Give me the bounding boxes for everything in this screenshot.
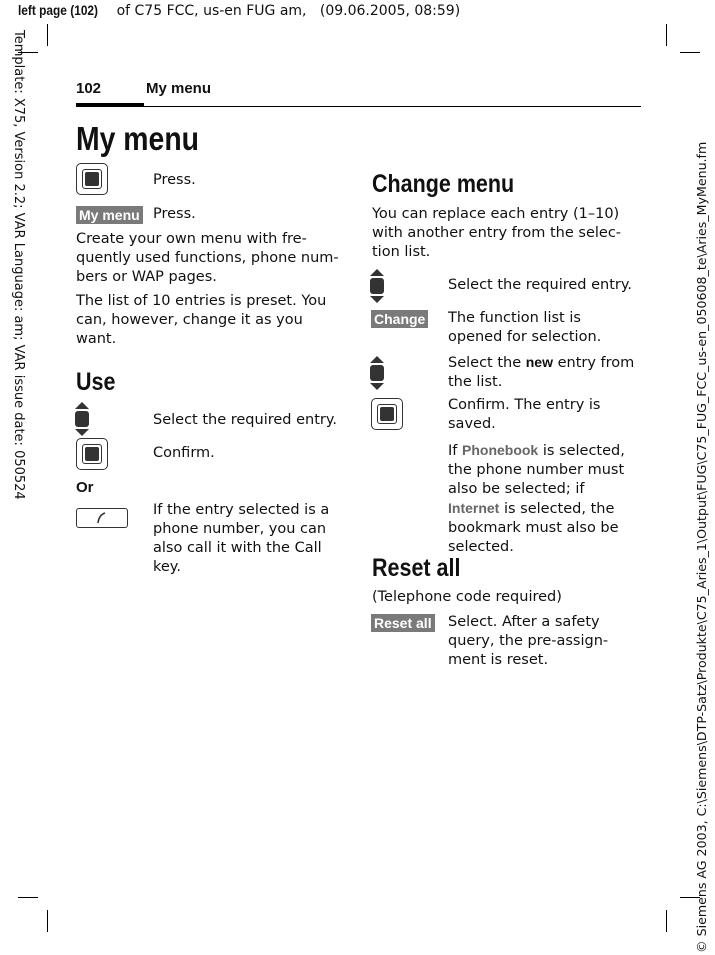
softkey-label: My menu [76,206,143,224]
intro-paragraph: Create your own menu with fre-quently used functions, phone num-bers or WAP pages. [76,231,339,285]
phonebook-label: Phonebook [462,442,539,458]
crop-mark [47,24,48,46]
selection-note [448,441,640,557]
crop-mark [666,910,667,932]
header-rule-thick [76,103,144,107]
change-menu-heading: Change menu [372,170,515,198]
step-text: Select. After a safety query, the pre-assign-ment is reset. [448,614,609,668]
nav-key-icon [76,163,108,195]
print-page-ref: left page (102) [18,2,99,18]
step-text: The function list is opened for selection. [448,310,602,345]
call-key-icon [76,508,128,528]
step-text [448,353,638,392]
nav-key-icon [76,438,108,470]
up-down-key-icon [369,356,385,390]
preset-paragraph: The list of 10 entries is preset. You can, however, change it as you want. [76,293,327,347]
change-paragraph: You can replace each entry (1–10) with another entry from the selec-tion list. [372,206,622,260]
handset-icon [77,509,127,527]
template-info-text: Template: X75, Version 2.2; VAR Language: am; VAR issue date: 050524 [11,30,26,500]
print-info-rest: of C75 FCC, us-en FUG am, (09.06.2005, 08:59) [112,3,461,19]
print-info-line [18,2,460,19]
softkey-change [371,309,428,328]
up-down-key-icon [74,402,90,436]
note-part: If [448,443,462,459]
use-heading: Use [76,368,116,396]
step-text: Confirm. The entry is saved. [448,397,601,432]
step-text: Select the required entry. [448,277,632,293]
note-part: is selected, the bookmark must also be selected. [448,501,619,555]
page-number: 102 [76,80,102,97]
crop-mark [680,52,700,53]
internet-label: Internet [448,500,500,516]
or-label: Or [76,479,94,496]
reset-paragraph: (Telephone code required) [372,589,562,605]
call-paragraph: If the entry selected is a phone number, you can also call it with the Call key. [153,502,330,575]
step-text: Press. [153,172,196,188]
crop-mark [47,910,48,932]
step-text: Confirm. [153,445,215,461]
crop-mark [666,24,667,46]
page-title: My menu [76,120,200,157]
softkey-label: Change [371,310,428,328]
header-rule [144,106,641,107]
up-down-key-icon [369,269,385,303]
note-part: is selected, the phone number must also be selected; if [448,443,625,497]
softkey-label: Reset all [371,614,435,632]
step-text-part: Select the [448,355,526,371]
step-text-part: entry from the list. [448,355,635,390]
softkey-my-menu [76,205,143,224]
reset-all-heading: Reset all [372,554,461,582]
running-title: My menu [146,80,212,97]
step-text: Select the required entry. [153,412,337,428]
nav-key-icon [371,398,403,430]
softkey-reset-all [371,613,435,632]
crop-mark [18,897,38,898]
new-label: new [525,354,553,370]
copyright-path-text: © Siemens AG 2003, C:\Siemens\DTP-Satz\Produkte\C75_Aries_1\Output\FUG\C75_FUG_FCC_us-en_050608_te\Aries_MyMenu.fm [694,141,709,953]
step-text: Press. [153,206,196,222]
